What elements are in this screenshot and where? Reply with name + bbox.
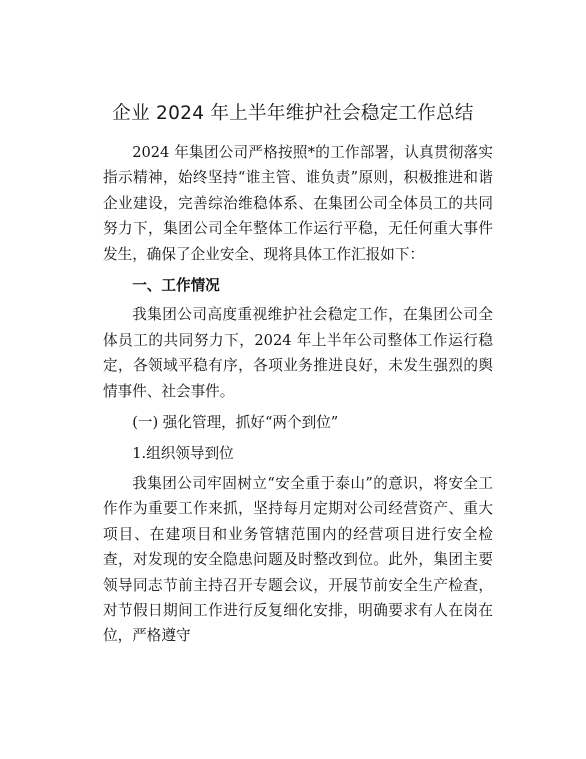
- subsection-heading-strengthen-management: (一) 强化管理，抓好“两个到位”: [132, 414, 339, 432]
- document-title: 企业 2024 年上半年维护社会稳定工作总结: [112, 103, 474, 124]
- intro-paragraph: 2024 年集团公司严格按照*的工作部署，认真贯彻落实指示精神，始终坚持“谁主管、谁负责”原则，积极推进和谐企业建设，完善综治维稳体系、在集团公司全体员工的共同努力下，集团公司全年整体工作运行平稳，无任何重大事件发生，确保了企业安全、现将具体工作汇报如下：: [103, 144, 493, 263]
- item-heading-organization-leadership: 1.组织领导到位: [132, 445, 234, 463]
- section-paragraph-work-situation: 我集团公司高度重视维护社会稳定工作，在集团公司全体员工的共同努力下，2024 年上半年公司整体工作运行稳定，各领域平稳有序，各项业务推进良好，未发生强烈的舆情事件、社会事件。: [103, 306, 493, 400]
- document-body: [103, 140, 493, 649]
- item-paragraph-organization-leadership: 我集团公司牢固树立“安全重于泰山”的意识，将安全工作作为重要工作来抓，坚持每月定期对公司经营资产、重大项目、在建项目和业务管辖范围内的经营项目进行安全检查，对发现的安全隐患问题及时整改到位。此外，集团主要领导同志节前主持召开专题会议，开展节前安全生产检查，对节假日期间工作进行反复细化安排，明确要求有人在岗在位，严格遵守: [103, 474, 493, 645]
- section-heading-work-situation: 一、工作情况: [132, 277, 220, 295]
